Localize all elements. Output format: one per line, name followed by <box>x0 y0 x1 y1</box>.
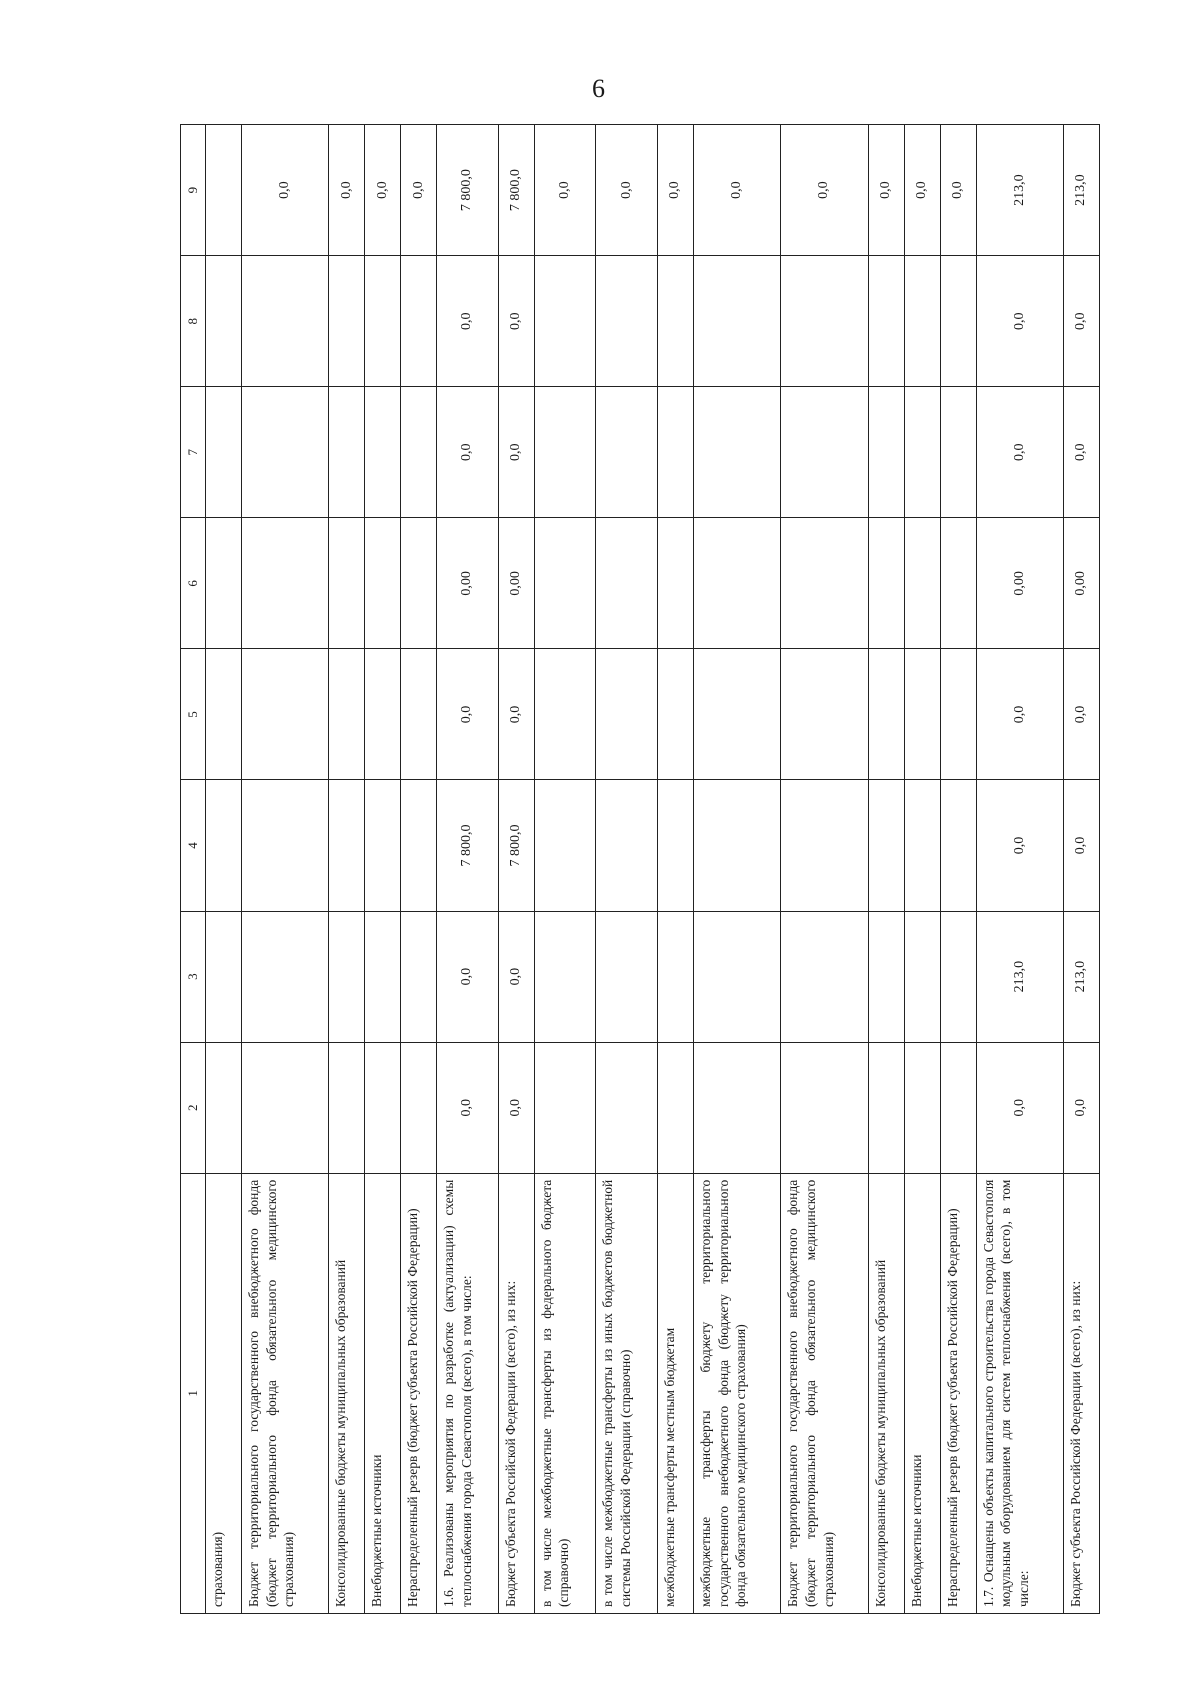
table-cell <box>534 387 596 518</box>
table-cell: 0,0 <box>976 780 1063 911</box>
table-cell <box>329 1042 365 1173</box>
table-cell: 0,0 <box>498 649 534 780</box>
table-row <box>401 125 437 1614</box>
table-cell: 213,0 <box>976 911 1063 1042</box>
column-header: 1 <box>181 1173 206 1613</box>
table-body <box>206 125 1100 1614</box>
table-cell <box>329 911 365 1042</box>
table-cell <box>781 387 868 518</box>
table-cell <box>241 1042 328 1173</box>
table-cell <box>365 1042 401 1173</box>
table-cell: 0,0 <box>658 125 694 256</box>
table-cell <box>940 387 976 518</box>
table-cell: 0,0 <box>976 256 1063 387</box>
table-cell: 0,00 <box>437 518 499 649</box>
table-cell <box>781 256 868 387</box>
row-label: страхования) <box>206 1173 242 1613</box>
budget-table <box>180 124 1100 1614</box>
table-cell: 213,0 <box>1063 911 1099 1042</box>
table-cell: 0,0 <box>437 1042 499 1173</box>
table-cell <box>329 387 365 518</box>
table-cell <box>401 518 437 649</box>
row-label: Внебюджетные источники <box>904 1173 940 1613</box>
table-cell <box>940 256 976 387</box>
table-cell: 7 800,0 <box>437 125 499 256</box>
table-cell: 0,0 <box>437 387 499 518</box>
table-cell <box>940 1042 976 1173</box>
row-label: 1.6. Реализованы мероприятия по разработке (актуализации) схемы теплоснабжения города Севастополя (всего), в том числе: <box>437 1173 499 1613</box>
table-cell <box>694 1042 781 1173</box>
table-cell: 213,0 <box>1063 125 1099 256</box>
column-header: 2 <box>181 1042 206 1173</box>
column-header: 6 <box>181 518 206 649</box>
table-cell <box>329 518 365 649</box>
table-cell <box>904 518 940 649</box>
table-cell <box>904 780 940 911</box>
table-cell <box>401 649 437 780</box>
table-cell <box>365 780 401 911</box>
column-header: 7 <box>181 387 206 518</box>
table-cell <box>694 911 781 1042</box>
table-cell <box>206 780 242 911</box>
row-label: Нераспределенный резерв (бюджет субъекта Российской Федерации) <box>940 1173 976 1613</box>
table-cell <box>401 780 437 911</box>
table-cell <box>206 1042 242 1173</box>
table-cell <box>694 387 781 518</box>
table-row <box>596 125 658 1614</box>
table-cell: 0,0 <box>329 125 365 256</box>
table-cell <box>904 387 940 518</box>
table-cell <box>329 256 365 387</box>
table-cell: 0,0 <box>1063 387 1099 518</box>
table-cell <box>868 518 904 649</box>
table-cell: 0,0 <box>241 125 328 256</box>
table-cell <box>206 518 242 649</box>
table-row <box>904 125 940 1614</box>
table-cell: 0,0 <box>534 125 596 256</box>
table-cell: 0,0 <box>781 125 868 256</box>
table-row <box>868 125 904 1614</box>
table-cell: 0,0 <box>498 911 534 1042</box>
table-cell <box>904 1042 940 1173</box>
table-cell: 0,0 <box>976 387 1063 518</box>
table-cell: 7 800,0 <box>498 780 534 911</box>
table-cell: 0,0 <box>976 649 1063 780</box>
table-cell: 0,0 <box>365 125 401 256</box>
table-cell <box>904 649 940 780</box>
row-label: межбюджетные трансферты бюджету территориального государственного внебюджетного фонда (бюджету территориального фонда обязательного медицинского страхования) <box>694 1173 781 1613</box>
table-cell <box>781 911 868 1042</box>
table-cell <box>365 256 401 387</box>
table-cell <box>206 256 242 387</box>
table-cell <box>365 649 401 780</box>
row-label: Нераспределенный резерв (бюджет субъекта Российской Федерации) <box>401 1173 437 1613</box>
table-cell: 0,0 <box>437 911 499 1042</box>
column-header: 8 <box>181 256 206 387</box>
table-cell <box>596 911 658 1042</box>
table-cell: 0,0 <box>498 1042 534 1173</box>
table-cell <box>904 911 940 1042</box>
table-cell <box>694 518 781 649</box>
table-cell <box>206 387 242 518</box>
table-cell <box>658 256 694 387</box>
table-cell: 0,0 <box>1063 649 1099 780</box>
table-cell <box>694 256 781 387</box>
row-label: Бюджет территориального государственного внебюджетного фонда (бюджет территориального фонда обязательного медицинского страхования) <box>781 1173 868 1613</box>
table-cell: 0,00 <box>976 518 1063 649</box>
table-cell <box>596 649 658 780</box>
table-cell <box>940 911 976 1042</box>
table-row <box>329 125 365 1614</box>
table-row <box>781 125 868 1614</box>
table-cell <box>241 780 328 911</box>
column-header: 9 <box>181 125 206 256</box>
table-row <box>658 125 694 1614</box>
column-header: 5 <box>181 649 206 780</box>
table-cell: 0,0 <box>1063 1042 1099 1173</box>
table-cell: 0,0 <box>596 125 658 256</box>
row-label: Бюджет субъекта Российской Федерации (всего), из них: <box>1063 1173 1099 1613</box>
row-label: Консолидированные бюджеты муниципальных образований <box>868 1173 904 1613</box>
table-cell <box>241 256 328 387</box>
table-cell <box>868 780 904 911</box>
table-cell: 0,0 <box>868 125 904 256</box>
table-cell <box>781 1042 868 1173</box>
table-cell <box>534 1042 596 1173</box>
table-cell <box>365 518 401 649</box>
table-cell <box>329 649 365 780</box>
table-cell: 0,0 <box>976 1042 1063 1173</box>
table-row <box>365 125 401 1614</box>
table-cell <box>206 125 242 256</box>
table-header-row <box>181 125 206 1614</box>
table-cell: 0,0 <box>437 649 499 780</box>
table-cell <box>534 649 596 780</box>
table-cell: 0,0 <box>904 125 940 256</box>
table-cell <box>596 256 658 387</box>
table-cell <box>781 518 868 649</box>
table-cell <box>206 649 242 780</box>
column-header: 3 <box>181 911 206 1042</box>
table-row <box>241 125 328 1614</box>
row-label: Внебюджетные источники <box>365 1173 401 1613</box>
table-cell <box>868 387 904 518</box>
page-number: 6 <box>592 74 605 103</box>
table-cell <box>596 518 658 649</box>
table-cell <box>401 1042 437 1173</box>
table-cell <box>658 780 694 911</box>
row-label: в том числе межбюджетные трансферты из федерального бюджета (справочно) <box>534 1173 596 1613</box>
column-header: 4 <box>181 780 206 911</box>
table-cell <box>868 911 904 1042</box>
table-cell: 0,00 <box>498 518 534 649</box>
table-cell <box>781 649 868 780</box>
table-cell <box>534 780 596 911</box>
table-cell <box>868 1042 904 1173</box>
table-row <box>940 125 976 1614</box>
table-cell: 0,0 <box>940 125 976 256</box>
table-cell <box>241 387 328 518</box>
table-row <box>694 125 781 1614</box>
table-cell <box>365 911 401 1042</box>
table-cell <box>596 387 658 518</box>
table-cell: 0,0 <box>401 125 437 256</box>
table-cell <box>694 649 781 780</box>
table-cell <box>401 256 437 387</box>
table-row <box>498 125 534 1614</box>
row-label: межбюджетные трансферты местным бюджетам <box>658 1173 694 1613</box>
table-row <box>1063 125 1099 1614</box>
row-label: в том числе межбюджетные трансферты из иных бюджетов бюджетной системы Российской Федерации (справочно) <box>596 1173 658 1613</box>
table-cell <box>534 518 596 649</box>
table-cell <box>365 387 401 518</box>
table-cell <box>940 649 976 780</box>
table-cell <box>329 780 365 911</box>
table-cell <box>206 911 242 1042</box>
table-cell: 7 800,0 <box>437 780 499 911</box>
table-row <box>437 125 499 1614</box>
table-cell <box>694 780 781 911</box>
row-label: Бюджет субъекта Российской Федерации (всего), из них: <box>498 1173 534 1613</box>
table-cell <box>596 780 658 911</box>
table-cell <box>534 256 596 387</box>
table-cell <box>658 911 694 1042</box>
table-cell <box>658 518 694 649</box>
row-label: Консолидированные бюджеты муниципальных образований <box>329 1173 365 1613</box>
table-cell: 7 800,0 <box>498 125 534 256</box>
table-cell: 0,00 <box>1063 518 1099 649</box>
table-cell <box>868 649 904 780</box>
table-cell <box>534 911 596 1042</box>
table-cell: 0,0 <box>1063 780 1099 911</box>
table-cell: 0,0 <box>694 125 781 256</box>
table-cell: 0,0 <box>437 256 499 387</box>
table-row <box>534 125 596 1614</box>
table-cell: 0,0 <box>1063 256 1099 387</box>
table-cell <box>940 518 976 649</box>
table-cell <box>781 780 868 911</box>
table-cell: 0,0 <box>498 256 534 387</box>
table-cell <box>241 649 328 780</box>
table-cell <box>241 518 328 649</box>
table-cell <box>658 387 694 518</box>
table-cell <box>241 911 328 1042</box>
table-cell: 0,0 <box>498 387 534 518</box>
table-cell <box>868 256 904 387</box>
table-cell: 213,0 <box>976 125 1063 256</box>
table-cell <box>401 911 437 1042</box>
table-cell <box>658 1042 694 1173</box>
row-label: Бюджет территориального государственного внебюджетного фонда (бюджет территориального фонда обязательного медицинского страхования) <box>241 1173 328 1613</box>
table-cell <box>940 780 976 911</box>
table-cell <box>401 387 437 518</box>
rotated-table-container <box>180 124 1100 1614</box>
table-row <box>976 125 1063 1614</box>
table-cell <box>596 1042 658 1173</box>
table-cell <box>904 256 940 387</box>
table-row <box>206 125 242 1614</box>
row-label: 1.7. Оснащены объекты капитального строительства города Севастополя модульным оборудованием для систем теплоснабжения (всего), в том числе: <box>976 1173 1063 1613</box>
table-cell <box>658 649 694 780</box>
